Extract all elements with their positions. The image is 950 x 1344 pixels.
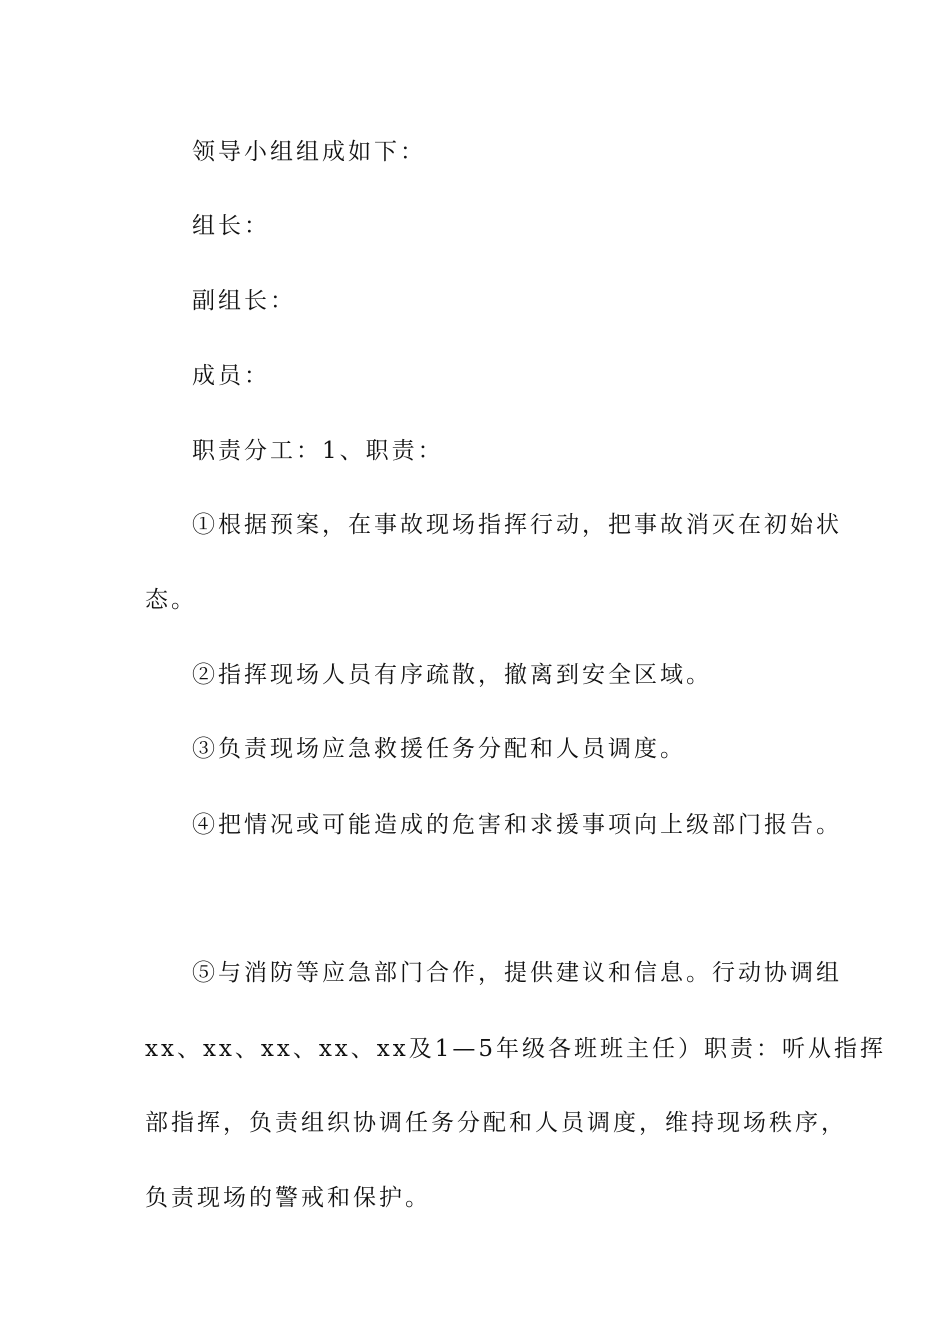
paragraph-duties-heading: 职责分工：1、职责： bbox=[192, 438, 444, 464]
paragraph-coordination-group: xx、xx、xx、xx、xx及1—5年级各班班主任）职责：听从指挥 bbox=[145, 1036, 886, 1062]
paragraph-duty-2: ②指挥现场人员有序疏散，撤离到安全区域。 bbox=[192, 662, 712, 688]
paragraph-group-composition: 领导小组组成如下： bbox=[192, 139, 426, 165]
paragraph-members: 成员： bbox=[192, 363, 270, 389]
paragraph-duty-5: ⑤与消防等应急部门合作，提供建议和信息。行动协调组 bbox=[192, 960, 842, 986]
paragraph-duty-1-continued: 态。 bbox=[145, 587, 197, 613]
paragraph-duty-4: ④把情况或可能造成的危害和求援事项向上级部门报告。 bbox=[192, 812, 842, 838]
paragraph-coordination-duties: 部指挥，负责组织协调任务分配和人员调度，维持现场秩序， bbox=[145, 1110, 847, 1136]
paragraph-coordination-duties-end: 负责现场的警戒和保护。 bbox=[145, 1185, 431, 1211]
paragraph-deputy-leader: 副组长： bbox=[192, 288, 296, 314]
paragraph-duty-3: ③负责现场应急救援任务分配和人员调度。 bbox=[192, 736, 686, 762]
paragraph-group-leader: 组长： bbox=[192, 213, 270, 239]
paragraph-duty-1: ①根据预案，在事故现场指挥行动，把事故消灭在初始状 bbox=[192, 512, 842, 538]
